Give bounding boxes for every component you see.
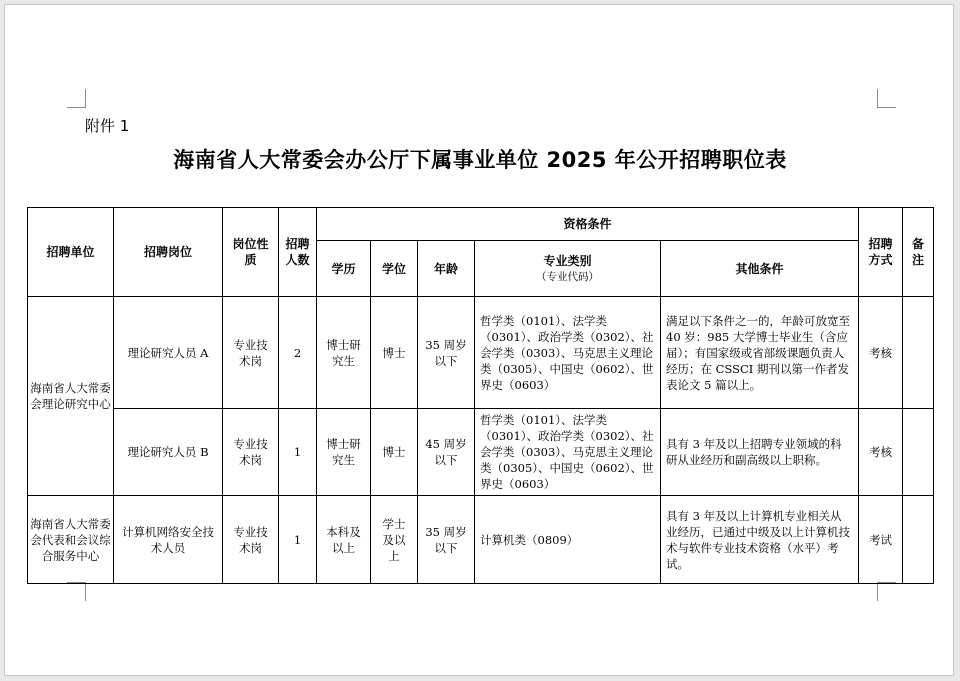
header-other: 其他条件 [661,241,859,297]
recruitment-table [27,207,934,584]
cell-education: 博士研究生 [317,297,371,409]
cell-unit: 海南省人大常委会理论研究中心 [28,297,114,496]
document-title: 海南省人大常委会办公厅下属事业单位 2025 年公开招聘职位表 [173,148,787,172]
cell-method: 考试 [859,496,903,584]
header-education: 学历 [317,241,371,297]
header-major-code: （专业代码） [536,270,599,283]
header-count: 招聘人数 [279,208,317,297]
cell-age: 35 周岁以下 [418,297,475,409]
header-remarks: 备注 [903,208,934,297]
cell-post: 计算机网络安全技术人员 [114,496,223,584]
header-post: 招聘岗位 [114,208,223,297]
cell-nature: 专业技术岗 [223,409,279,496]
cell-remarks [903,409,934,496]
crop-mark-bottom-left [67,582,86,601]
cell-count: 1 [279,496,317,584]
header-method: 招聘方式 [859,208,903,297]
cell-count: 1 [279,409,317,496]
cell-other: 满足以下条件之一的，年龄可放宽至 40 岁：985 大学博士毕业生（含应届）；有国家级或省部级课题负责人经历；在 CSSCI 期刊以第一作者发表论文 5 篇以上。 [661,297,859,409]
cell-remarks [903,496,934,584]
cell-degree: 博士 [371,297,418,409]
cell-age: 45 周岁以下 [418,409,475,496]
cell-education: 本科及以上 [317,496,371,584]
table-row [28,496,934,584]
cell-nature: 专业技术岗 [223,297,279,409]
cell-method: 考核 [859,297,903,409]
attachment-label: 附件 1 [85,117,130,135]
cell-post: 理论研究人员 A [114,297,223,409]
table-header-row [28,208,934,241]
cell-major: 计算机类（0809） [475,496,661,584]
cell-count: 2 [279,297,317,409]
cell-other: 具有 3 年及以上计算机专业相关从业经历，已通过中级及以上计算机技术与软件专业技术资格（水平）考试。 [661,496,859,584]
header-degree: 学位 [371,241,418,297]
header-unit: 招聘单位 [28,208,114,297]
cell-remarks [903,297,934,409]
cell-method: 考核 [859,409,903,496]
cell-post: 理论研究人员 B [114,409,223,496]
cell-major: 哲学类（0101）、法学类（0301）、政治学类（0302）、社会学类（0303）、马克思主义理论类（0305）、中国史（0602）、世界史（0603） [475,409,661,496]
cell-degree: 学士及以上 [371,496,418,584]
header-qualifications: 资格条件 [317,208,859,241]
header-nature: 岗位性质 [223,208,279,297]
cell-degree: 博士 [371,409,418,496]
cell-other: 具有 3 年及以上招聘专业领域的科研从业经历和副高级以上职称。 [661,409,859,496]
cell-major: 哲学类（0101）、法学类（0301）、政治学类（0302）、社会学类（0303）、马克思主义理论类（0305）、中国史（0602）、世界史（0603） [475,297,661,409]
table-row [28,297,934,409]
table-row [28,409,934,496]
cell-age: 35 周岁以下 [418,496,475,584]
document-page [4,4,954,676]
cell-nature: 专业技术岗 [223,496,279,584]
header-major-label: 专业类别 [543,253,592,268]
cell-unit: 海南省人大常委会代表和会议综合服务中心 [28,496,114,584]
crop-mark-bottom-right [877,582,896,601]
crop-mark-top-right [877,89,896,108]
header-age: 年龄 [418,241,475,297]
header-major [475,241,661,297]
crop-mark-top-left [67,89,86,108]
cell-education: 博士研究生 [317,409,371,496]
